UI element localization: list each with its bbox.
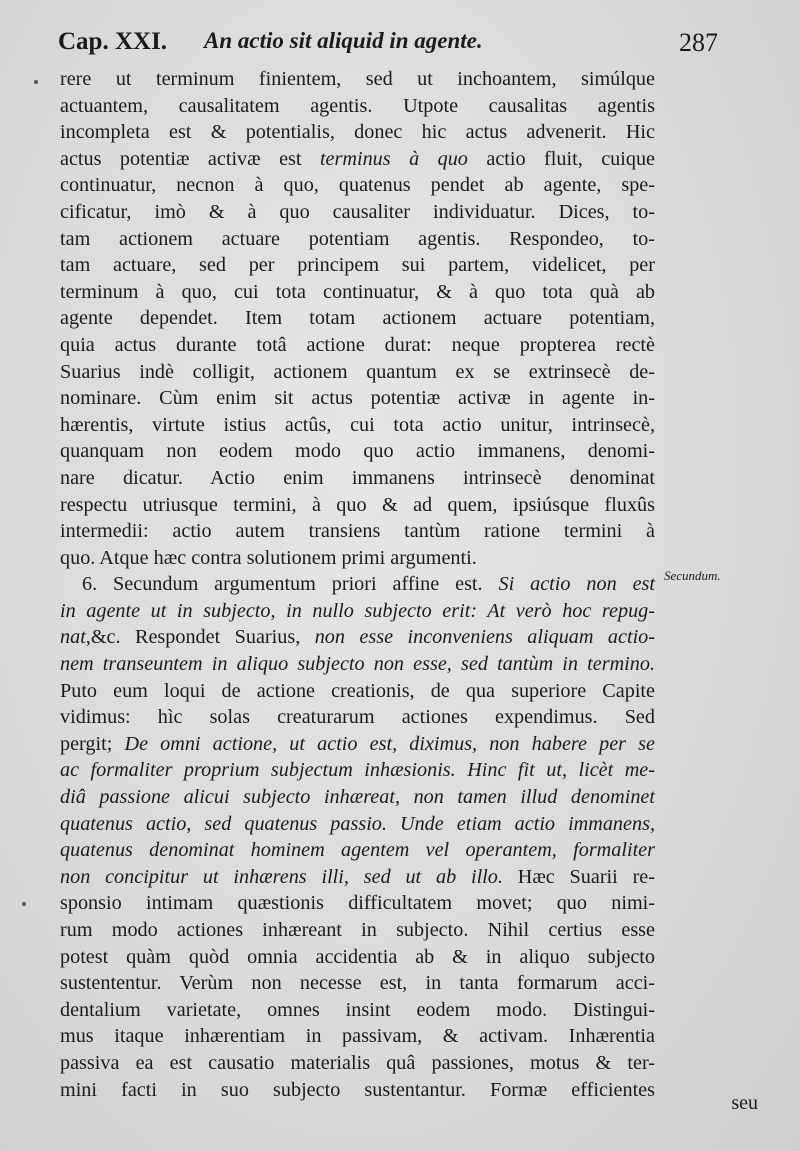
roman-text: quanquam non eodem modo quo actio immanens, denomi- xyxy=(60,440,655,463)
italic-text: Si actio non est xyxy=(498,573,655,596)
roman-text: dentalium varietate, omnes insint eodem modo. Distingui- xyxy=(60,998,655,1021)
text-line xyxy=(60,119,655,146)
text-line xyxy=(60,518,655,545)
roman-text: actio fluit, cuique xyxy=(467,147,656,170)
text-line xyxy=(60,199,655,226)
text-line xyxy=(60,279,655,306)
roman-text: terminum à quo, cui tota continuatur, & à quo tota quà ab xyxy=(60,280,655,303)
text-line xyxy=(60,731,655,758)
roman-text: intermedii: actio autem transiens tantùm ratione termini à xyxy=(60,520,655,543)
text-line xyxy=(60,412,655,439)
italic-text: quatenus actio, sed quatenus passio. Unde etiam actio immanens, xyxy=(60,812,655,835)
text-line xyxy=(60,1023,655,1050)
roman-text: sustententur. Verùm non necesse est, in tanta formarum acci- xyxy=(60,972,655,995)
text-line xyxy=(60,359,655,386)
text-line xyxy=(60,651,655,678)
roman-text: hærentis, virtute istius actûs, cui tota actio unitur, intrinsecè, xyxy=(60,413,655,436)
body-text xyxy=(60,66,655,1103)
roman-text: respectu utriusque termini, à quo & ad quem, ipsiúsque fluxûs xyxy=(60,493,655,516)
text-line xyxy=(60,66,655,93)
roman-text: ,&c. Respondet Suarius, xyxy=(85,626,315,649)
roman-text: potest quàm quòd omnia accidentia ab & in aliquo subjecto xyxy=(60,945,655,968)
catchword: seu xyxy=(731,1092,758,1114)
text-line xyxy=(60,784,655,811)
roman-text: rum modo actiones inhæreant in subjecto. Nihil certius esse xyxy=(60,919,655,941)
text-line xyxy=(60,678,655,705)
text-line xyxy=(60,305,655,332)
roman-text: incompleta est & potentialis, donec hic actus advenerit. Hic xyxy=(60,121,655,144)
text-line xyxy=(60,1077,655,1104)
roman-text: Hæc Suarii re- xyxy=(502,865,655,888)
text-line xyxy=(60,757,655,784)
running-header xyxy=(58,26,718,62)
ink-speck xyxy=(34,80,38,84)
chapter-heading: Cap. XXI. xyxy=(58,28,168,55)
italic-text: De omni actione, ut actio est, diximus, non habere per se xyxy=(124,732,655,755)
text-line xyxy=(60,571,655,598)
text-line xyxy=(60,890,655,917)
running-title: An actio sit aliquid in agente. xyxy=(204,28,483,53)
text-line xyxy=(60,492,655,519)
italic-text: ac formaliter proprium subjectum inhæsionis. Hinc fit ut, licèt me- xyxy=(60,759,655,782)
text-line xyxy=(60,332,655,359)
roman-text: 6. Secundum argumentum priori affine est. xyxy=(82,573,499,596)
roman-text: passiva ea est causatio materialis quâ passiones, motus & ter- xyxy=(60,1051,655,1074)
text-line xyxy=(60,1050,655,1077)
margin-note: Secundum. xyxy=(664,568,721,583)
italic-text: non esse inconveniens aliquam actio- xyxy=(314,626,656,649)
italic-text: in agente ut in subjecto, in nullo subjecto erit: At verò hoc repug- xyxy=(60,599,655,622)
roman-text: continuatur, necnon à quo, quatenus pendet ab agente, spe- xyxy=(60,174,655,197)
roman-text: quo. Atque hæc contra solutionem primi argumenti. xyxy=(60,546,477,569)
text-line xyxy=(60,146,655,173)
text-line xyxy=(60,438,655,465)
italic-text: non concipitur ut inhærens illi, sed ut ab illo. xyxy=(60,865,503,888)
roman-text: vidimus: hìc solas creaturarum actiones expendimus. Sed xyxy=(60,706,655,729)
roman-text: nominare. Cùm enim sit actus potentiæ activæ in agente in- xyxy=(60,387,655,410)
italic-text: terminus à quo xyxy=(319,147,468,170)
italic-text: nat xyxy=(60,626,86,649)
roman-text: tam actionem actuare potentiam agentis. Respondeo, to- xyxy=(60,227,655,250)
text-line xyxy=(60,93,655,120)
roman-text: pergit; xyxy=(60,732,125,755)
text-line xyxy=(60,864,655,891)
roman-text: actus potentiæ activæ est xyxy=(60,147,320,170)
text-line xyxy=(60,252,655,279)
roman-text: actuantem, causalitatem agentis. Utpote causalitas agentis xyxy=(60,94,655,117)
text-line xyxy=(60,811,655,838)
roman-text: mini facti in suo subjecto sustentantur. Formæ efficientes xyxy=(60,1078,655,1101)
roman-text: tam actuare, sed per principem sui partem, videlicet, per xyxy=(60,254,655,277)
italic-text: nem transeuntem in aliquo subjecto non esse, sed tantùm in termino. xyxy=(60,653,655,676)
text-line xyxy=(60,385,655,412)
text-line xyxy=(60,465,655,492)
roman-text: agente dependet. Item totam actionem actuare potentiam, xyxy=(60,307,655,330)
roman-text: Puto eum loqui de actione creationis, de qua superiore Capite xyxy=(60,679,655,702)
text-line xyxy=(60,226,655,253)
ink-speck xyxy=(22,902,26,906)
text-line xyxy=(60,970,655,997)
roman-text: nare dicatur. Actio enim immanens intrinsecè denominat xyxy=(60,466,655,489)
text-line xyxy=(60,598,655,625)
text-line xyxy=(60,944,655,971)
italic-text: quatenus denominat hominem agentem vel operantem, formaliter xyxy=(60,839,655,862)
text-line xyxy=(60,704,655,731)
text-line xyxy=(60,997,655,1024)
roman-text: cificatur, imò & à quo causaliter individuatur. Dices, to- xyxy=(60,200,655,223)
roman-text: mus itaque inhærentiam in passivam, & activam. Inhærentia xyxy=(60,1025,655,1048)
roman-text: quia actus durante totâ actione durat: neque propterea rectè xyxy=(60,333,655,356)
text-line xyxy=(60,837,655,864)
roman-text: rere ut terminum finientem, sed ut inchoantem, simúlque xyxy=(60,68,655,90)
roman-text: sponsio intimam quæstionis difficultatem movet; quo nimi- xyxy=(60,892,655,915)
text-line xyxy=(60,624,655,651)
text-line xyxy=(60,545,655,572)
text-line xyxy=(60,172,655,199)
roman-text: Suarius indè colligit, actionem quantum ex se extrinsecè de- xyxy=(60,360,655,383)
text-line xyxy=(60,917,655,944)
italic-text: diâ passione alicui subjecto inhæreat, non tamen illud denominet xyxy=(60,786,655,809)
page-number: 287 xyxy=(679,28,718,57)
